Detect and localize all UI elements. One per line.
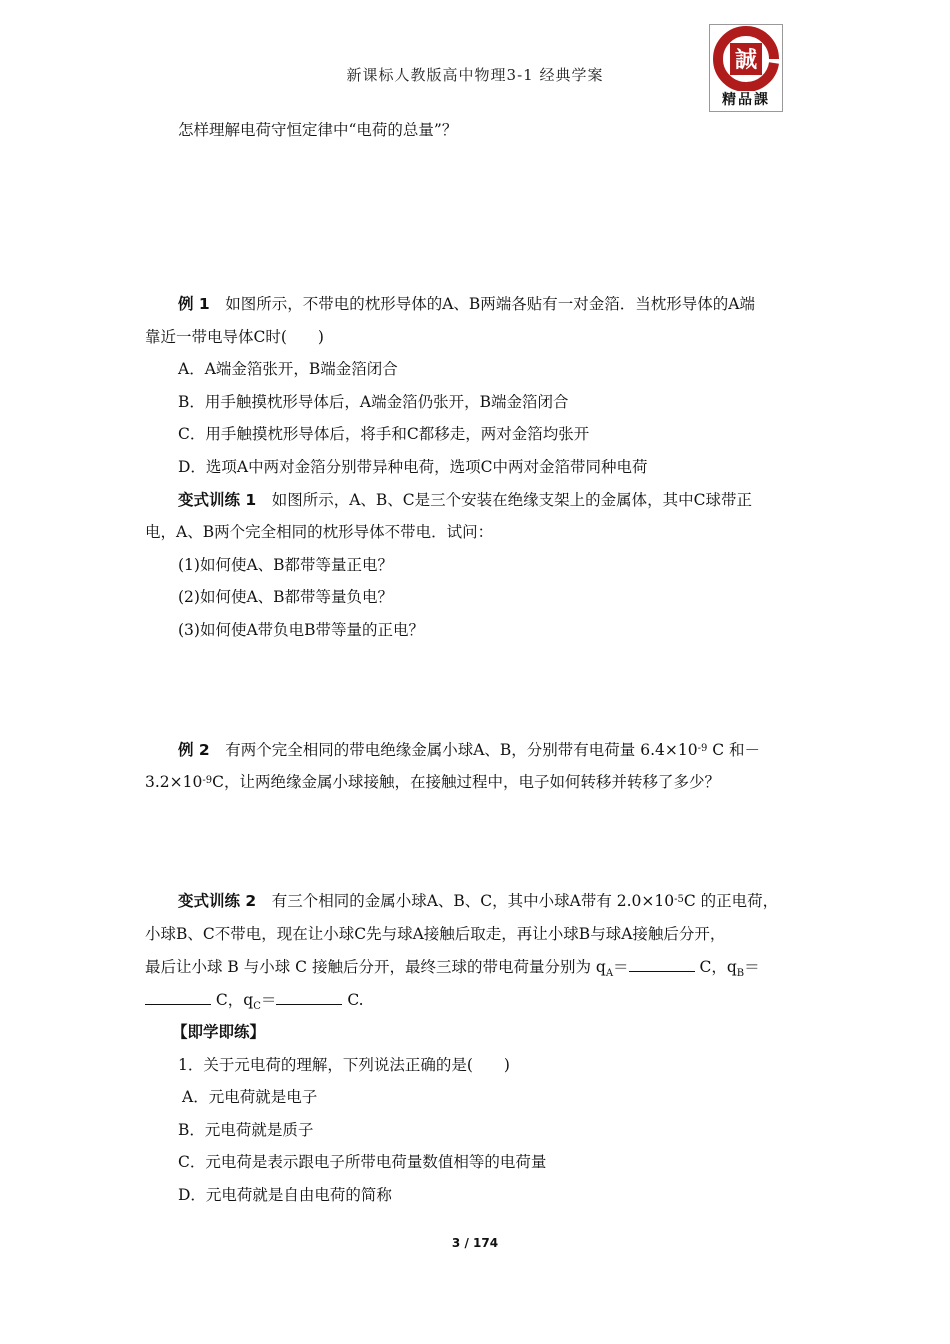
answer-blank-qc[interactable]: [276, 990, 342, 1005]
practice-option-c: C．元电荷是表示跟电子所带电荷量数值相等的电荷量: [178, 1153, 547, 1171]
variant-2-line-1: 变式训练 2 有三个相同的金属小球A、B、C，其中小球A带有 $2.0\times 10^{-5}C$ 的正电荷，: [178, 892, 779, 910]
example-1-option-a: A．A端金箔张开，B端金箔闭合: [178, 360, 398, 378]
seal-char: 誠: [734, 48, 758, 73]
seal-icon: [710, 25, 782, 91]
variant-2-label: 变式训练 2: [178, 892, 257, 910]
variant-1-label: 变式训练 1: [178, 491, 257, 509]
variant-1-question-1: (1)如何使A、B都带等量正电？: [178, 556, 394, 574]
variant-2-line-2: 小球B、C不带电，现在让小球C先与球A接触后取走，再让小球B与球A接触后分开，: [145, 925, 726, 943]
example-1-option-b: B．用手触摸枕形导体后，A端金箔仍张开，B端金箔闭合: [178, 393, 569, 411]
practice-option-d: D．元电荷就是自由电荷的简称: [178, 1186, 392, 1204]
variant-1-line-1: 变式训练 1 如图所示，A、B、C是三个安装在绝缘支架上的金属体，其中C球带正: [178, 491, 753, 509]
question-text: 怎样理解电荷守恒定律中“电荷的总量”？: [178, 121, 458, 139]
practice-heading: 【即学即练】: [172, 1023, 266, 1041]
example-1-option-c: C．用手触摸枕形导体后，将手和C都移走，两对金箔均张开: [178, 425, 590, 443]
practice-question-1: 1．关于元电荷的理解，下列说法正确的是( ): [178, 1056, 510, 1074]
example-1-option-d: D．选项A中两对金箔分别带异种电荷，选项C中两对金箔带同种电荷: [178, 458, 648, 476]
variant-1-question-2: (2)如何使A、B都带等量负电？: [178, 588, 394, 606]
example-2-line-2: $3.2\times 10^{-9}C$，让两绝缘金属小球接触，在接触过程中，电子如何转移并转移了多少？: [145, 773, 720, 791]
practice-option-b: B．元电荷就是质子: [178, 1121, 314, 1139]
example-1-line-1: 例 1 如图所示，不带电的枕形导体的A、B两端各贴有一对金箔．当枕形导体的A端: [178, 295, 755, 313]
variant-1-line-2: 电，A、B两个完全相同的枕形导体不带电．试问：: [145, 523, 494, 541]
example-1-line-2: 靠近一带电导体C时( ): [145, 328, 324, 346]
variant-1-question-3: (3)如何使A带负电B带等量的正电？: [178, 621, 425, 639]
variant-2-line-3: 最后让小球 B 与小球 C 接触后分开，最终三球的带电荷量分别为 $q_A= C$，$q_B=$: [145, 958, 760, 979]
example-2-label: 例 2: [178, 741, 210, 759]
page-header-title: 新课标人教版高中物理3-1 经典学案: [346, 66, 604, 84]
variant-2-line-4: C，$q_C= C$.: [145, 990, 810, 1010]
brand-logo: [709, 24, 783, 112]
example-2-line-1: 例 2 有两个完全相同的带电绝缘金属小球A、B，分别带有电荷量 $6.4\times 10^{-9}$ C 和－: [178, 741, 761, 759]
logo-caption: 精品課: [722, 92, 770, 108]
page-number: 3 / 174: [451, 1236, 499, 1250]
answer-blank-qa[interactable]: [629, 957, 695, 972]
answer-blank-qb[interactable]: [145, 990, 211, 1005]
example-1-label: 例 1: [178, 295, 210, 313]
practice-option-a: A．元电荷就是电子: [182, 1088, 318, 1106]
